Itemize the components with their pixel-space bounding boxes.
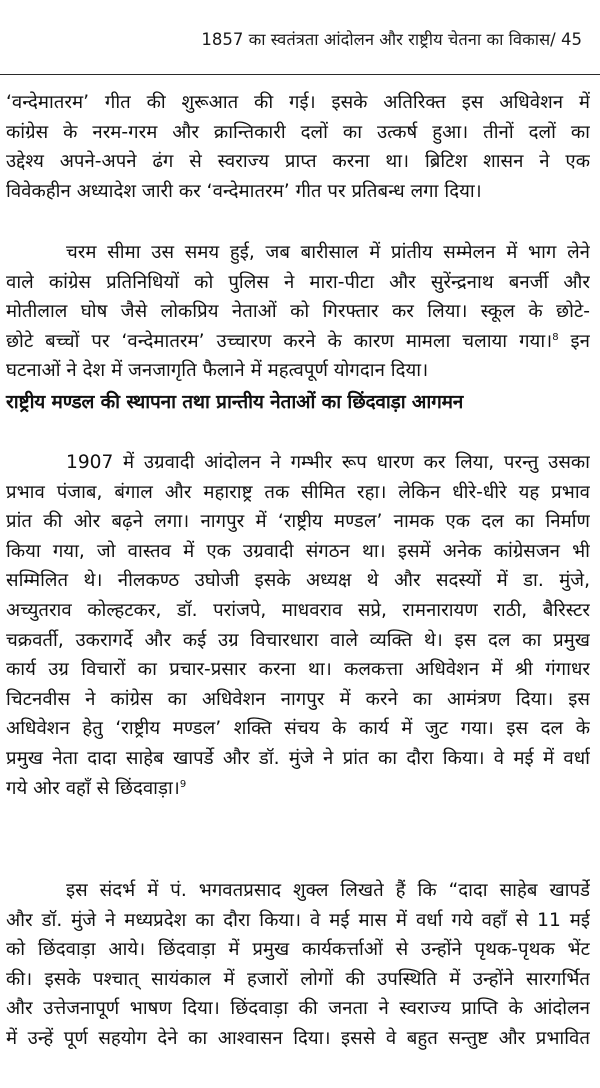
text-line — [6, 774, 590, 804]
text-line: प्रमुख नेता दादा साहेब खापर्डे और डॉ. मुंजे ने प्रांत का दौरा किया। वे मई में वर्धा — [6, 747, 590, 769]
text-line: उद्देश्य अपने-अपने ढंग से स्वराज्य प्राप्त करना था। ब्रिटिश शासन ने एक — [6, 151, 590, 173]
text-line — [6, 327, 590, 357]
paragraph-3 — [6, 448, 590, 803]
footnote-ref: 9 — [179, 778, 187, 790]
paragraph-4 — [6, 876, 590, 1054]
text-line: वाले कांग्रेस प्रतिनिधियों को पुलिस ने मारा-पीटा और सुरेंन्द्रनाथ बनर्जी और — [6, 271, 590, 293]
text-line: विवेकहीन अध्यादेश जारी कर ‘वन्देमातरम’ गीत पर प्रतिबन्ध लगा दिया। — [6, 180, 482, 202]
header-rule — [0, 74, 600, 75]
running-head: 1857 का स्वतंत्रता आंदोलन और राष्ट्रीय चेतना का विकास/ 45 — [201, 30, 582, 49]
text-fragment: इन — [558, 330, 590, 352]
text-fragment: छोटे बच्चों पर ‘वन्देमातरम’ उच्चारण करने के कारण मामला चलाया गया। — [6, 330, 553, 352]
paragraph-2 — [6, 238, 590, 386]
text-line: इस संदर्भ में पं. भगवतप्रसाद शुक्ल लिखते हैं कि “दादा साहेब खापर्डे — [66, 880, 590, 901]
text-line: अच्युतराव कोल्हटकर, डॉ. परांजपे, माधवराव सप्रे, रामनारायण राठी, बैरिस्टर — [6, 599, 590, 621]
text-line: 1907 में उग्रवादी आंदोलन ने गम्भीर रूप धारण कर लिया, परन्तु उसका — [66, 452, 590, 473]
text-line: चिटनवीस ने कांग्रेस का अधिवेशन नागपुर में करने का आमंत्रण दिया। इस — [6, 688, 590, 710]
text-fragment: गये ओर वहाँ से छिंदवाड़ा। — [6, 777, 180, 799]
text-line: घटनाओं ने देश में जनजागृति फैलाने में महत्वपूर्ण योगदान दिया। — [6, 360, 429, 382]
text-line: किया गया, जो वास्तव में एक उग्रवादी संगठन था। इसमें अनेक कांग्रेसजन भी — [6, 540, 590, 562]
text-line: प्रभाव पंजाब, बंगाल और महाराष्ट्र तक सीमित रहा। लेकिन धीरे-धीरे यह प्रभाव — [6, 481, 590, 503]
text-line: ‘वन्देमातरम’ गीत की शुरूआत की गई। इसके अतिरिक्त इस अधिवेशन में — [6, 92, 590, 113]
text-line: सम्मिलित थे। नीलकण्ठ उघोजी इसके अध्यक्ष थे और सदस्यों में डा. मुंजे, — [6, 570, 590, 592]
section-heading-block — [6, 387, 590, 417]
text-line: और उत्तेजनापूर्ण भाषण दिया। छिंदवाड़ा की जनता ने स्वराज्य प्राप्ति के आंदोलन — [6, 998, 590, 1020]
text-line: चक्रवर्ती, उकरागर्दे और कई उग्र विचारधारा वाले व्यक्ति थे। इस दल का प्रमुख — [6, 629, 590, 651]
section-heading: राष्ट्रीय मण्डल की स्थापना तथा प्रान्तीय नेताओं का छिंदवाड़ा आगमन — [6, 391, 464, 413]
text-line: मोतीलाल घोष जैसे लोकप्रिय नेताओं को गिरफ्तार कर लिया। स्कूल के छोटे- — [6, 301, 590, 323]
text-line: में उन्हें पूर्ण सहयोग देने का आश्वासन दिया। इससे वे बहुत सन्तुष्ट और प्रभावित — [6, 1027, 590, 1049]
text-line: कांग्रेस के नरम-गरम और क्रान्तिकारी दलों का उत्कर्ष हुआ। तीनों दलों का — [6, 121, 590, 143]
footnote-ref: 8 — [552, 331, 559, 343]
text-line: प्रांत की ओर बढ़ने लगा। नागपुर में ‘राष्ट्रीय मण्डल’ नामक एक दल का निर्माण — [6, 511, 590, 533]
text-line: कार्य उग्र विचारों का प्रचार-प्रसार करना था। कलकत्ता अधिवेशन में श्री गंगाधर — [6, 659, 590, 681]
text-line: अधिवेशन हेतु ‘राष्ट्रीय मण्डल’ शक्ति संचय के कार्य में जुट गया। इस दल के — [6, 718, 590, 740]
text-line: और डॉ. मुंजे ने मध्यप्रदेश का दौरा किया। वे मई मास में वर्धा गये वहाँ से 11 मई — [6, 909, 590, 931]
text-line: चरम सीमा उस समय हुई, जब बारीसाल में प्रांतीय सम्मेलन में भाग लेने — [66, 242, 590, 263]
text-line: को छिंदवाड़ा आये। छिंदवाड़ा में प्रमुख कार्यकर्त्ताओं से उन्होंने पृथक-पृथक भेंट — [6, 939, 590, 961]
text-line: की। इसके पश्चात् सायंकाल में हजारों लोगों की उपस्थिति में उन्होंने सारगर्भित — [6, 968, 590, 990]
paragraph-1 — [6, 88, 590, 206]
